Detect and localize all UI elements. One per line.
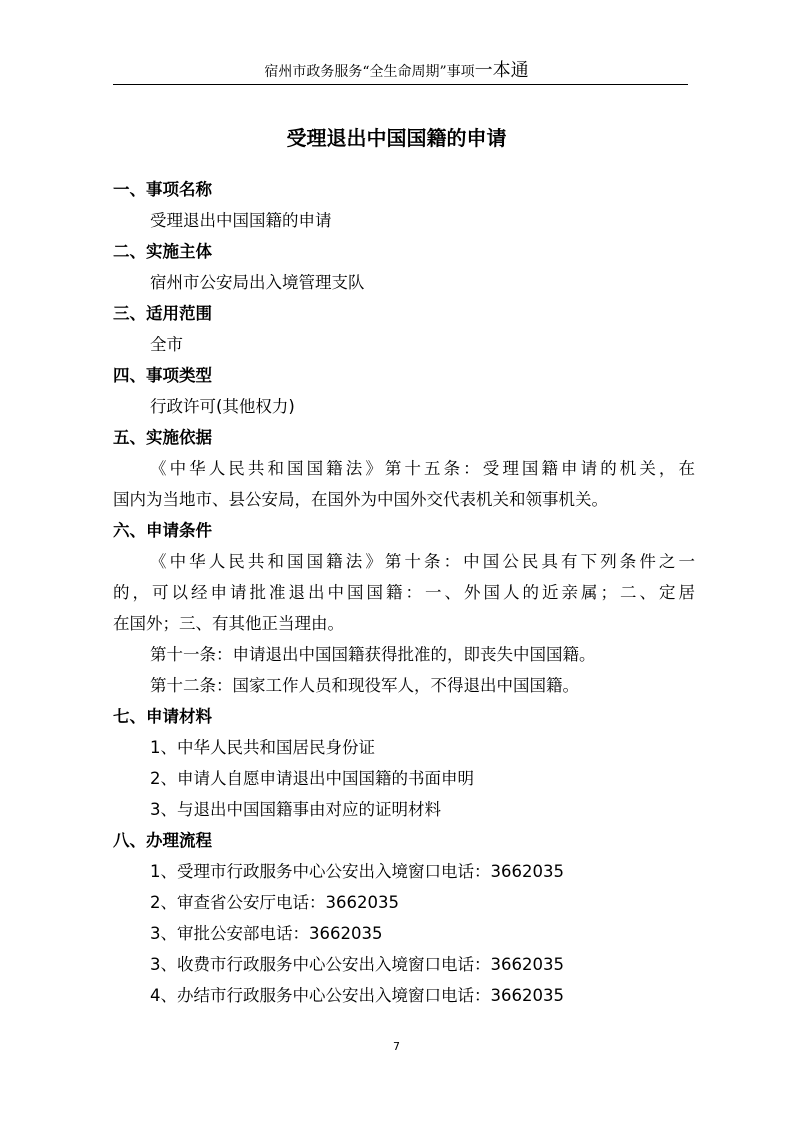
section-body-implementer: 宿州市公安局出入境管理支队 (150, 273, 365, 292)
header-prefix: 宿州市政务服务“全生命周期”事项 (264, 64, 475, 80)
section-body-item-type: 行政许可(其他权力) (150, 397, 295, 416)
conditions-line: 第十二条：国家工作人员和现役军人，不得退出中国国籍。 (150, 676, 579, 695)
process-list-item: 4、办结市行政服务中心公安出入境窗口电话：3662035 (150, 986, 564, 1005)
section-heading-item-name: 一、事项名称 (113, 180, 212, 199)
section-heading-process: 八、办理流程 (113, 831, 212, 850)
process-list-item: 3、审批公安部电话：3662035 (150, 924, 383, 943)
process-list-item: 1、受理市行政服务中心公安出入境窗口电话：3662035 (150, 862, 564, 881)
section-heading-implementer: 二、实施主体 (113, 242, 212, 261)
header-suffix: 一本通 (474, 60, 529, 81)
section-heading-scope: 三、适用范围 (113, 304, 212, 323)
conditions-line: 《中华人民共和国国籍法》第十条：中国公民具有下列条件之一 (150, 552, 695, 571)
conditions-line: 在国外；三、有其他正当理由。 (113, 614, 344, 633)
running-header (0, 56, 793, 82)
legal-basis-line: 《中华人民共和国国籍法》第十五条：受理国籍申请的机关，在 (150, 459, 695, 478)
legal-basis-line: 国内为当地市、县公安局，在国外为中国外交代表机关和领事机关。 (113, 490, 608, 509)
page-number: 7 (393, 1040, 400, 1053)
process-list-item: 3、收费市行政服务中心公安出入境窗口电话：3662035 (150, 955, 564, 974)
section-heading-item-type: 四、事项类型 (113, 366, 212, 385)
conditions-line: 第十一条：申请退出中国国籍获得批准的，即丧失中国国籍。 (150, 645, 596, 664)
conditions-line: 的，可以经申请批准退出中国国籍：一、外国人的近亲属；二、定居 (113, 583, 695, 602)
section-heading-conditions: 六、申请条件 (113, 521, 212, 540)
section-heading-materials: 七、申请材料 (113, 707, 212, 726)
section-body-item-name: 受理退出中国国籍的申请 (150, 211, 332, 230)
header-rule (113, 84, 688, 85)
materials-list-item: 2、申请人自愿申请退出中国国籍的书面申明 (150, 769, 474, 788)
materials-list-item: 1、中华人民共和国居民身份证 (150, 738, 375, 757)
document-title: 受理退出中国国籍的申请 (286, 126, 507, 150)
materials-list-item: 3、与退出中国国籍事由对应的证明材料 (150, 800, 441, 819)
section-body-scope: 全市 (150, 335, 183, 354)
document-body (113, 174, 695, 1011)
process-list-item: 2、审查省公安厅电话：3662035 (150, 893, 399, 912)
section-heading-legal-basis: 五、实施依据 (113, 428, 212, 447)
